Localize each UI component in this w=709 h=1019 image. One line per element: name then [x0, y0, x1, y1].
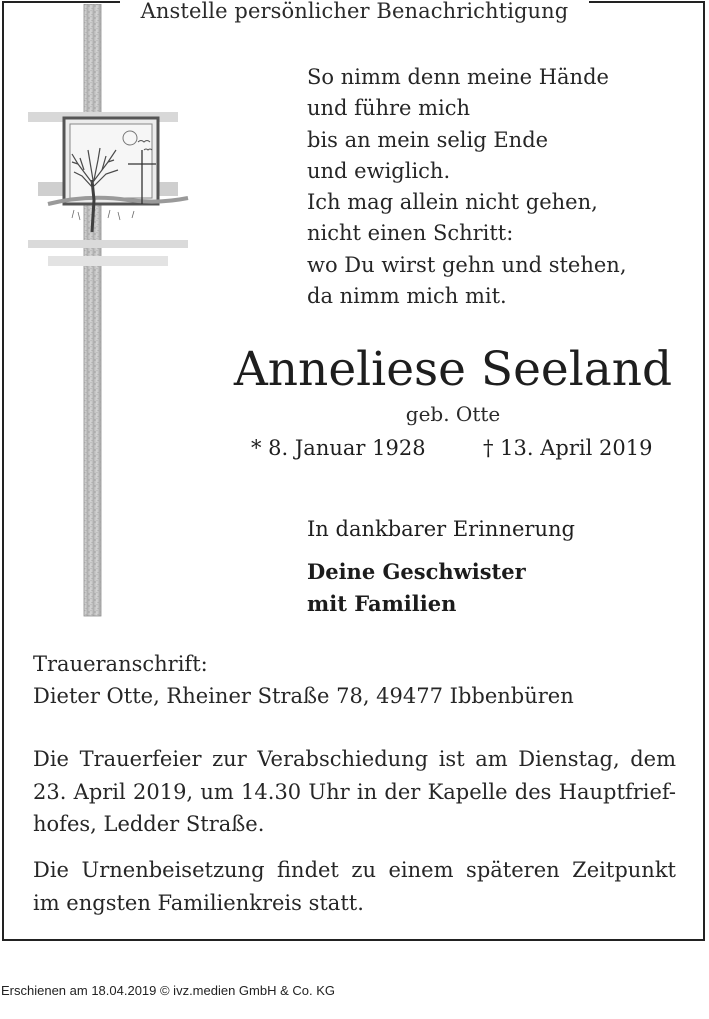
memory-line: In dankbarer Erinnerung [307, 517, 575, 541]
mourners-line: mit Familien [307, 591, 457, 616]
address-label: Traueranschrift: [33, 652, 208, 676]
ceremony-paragraph [33, 743, 676, 841]
footer-credit: Erschienen am 18.04.2019 © ivz.medien GmbH & Co. KG [1, 983, 336, 998]
mourners [307, 556, 526, 620]
poem-line: und ewiglich. [307, 158, 451, 183]
poem-line: wo Du wirst gehn und stehen, [307, 252, 627, 277]
ceremony-line: Die Trauerfeier zur Verabschiedung ist am Dienstag, dem [33, 747, 676, 771]
address-block [33, 648, 574, 712]
urn-line: im engsten Familienkreis statt. [33, 890, 364, 915]
poem-line: Ich mag allein nicht gehen, [307, 190, 598, 215]
urn-paragraph [33, 854, 676, 919]
frame-top-line-right [589, 1, 705, 3]
cross-tree-illustration-icon [28, 4, 198, 619]
poem-line: So nimm denn meine Hände [307, 65, 609, 89]
poem-line: und führe mich [307, 96, 471, 121]
ceremony-line: hofes, Ledder Straße. [33, 812, 265, 836]
poem [307, 62, 627, 312]
death-date: † 13. April 2019 [483, 436, 653, 460]
ceremony-line: 23. April 2019, um 14.30 Uhr in der Kapelle des Hauptfrief- [33, 779, 676, 804]
frame-top-line-left [2, 1, 120, 3]
poem-line: nicht einen Schritt: [307, 221, 514, 246]
address-value: Dieter Otte, Rheiner Straße 78, 49477 Ibbenbüren [33, 684, 574, 708]
poem-line: da nimm mich mit. [307, 284, 507, 309]
header-note: Anstelle persönlicher Benachrichtigung [140, 0, 569, 23]
deceased-name: Anneliese Seeland [233, 342, 673, 397]
birth-date: * 8. Januar 1928 [251, 436, 426, 460]
poem-line: bis an mein selig Ende [307, 127, 549, 152]
urn-line: Die Urnenbeisetzung findet zu einem späteren Zeitpunkt [33, 858, 676, 882]
mourners-line: Deine Geschwister [307, 559, 526, 584]
maiden-name: geb. Otte [405, 402, 501, 426]
